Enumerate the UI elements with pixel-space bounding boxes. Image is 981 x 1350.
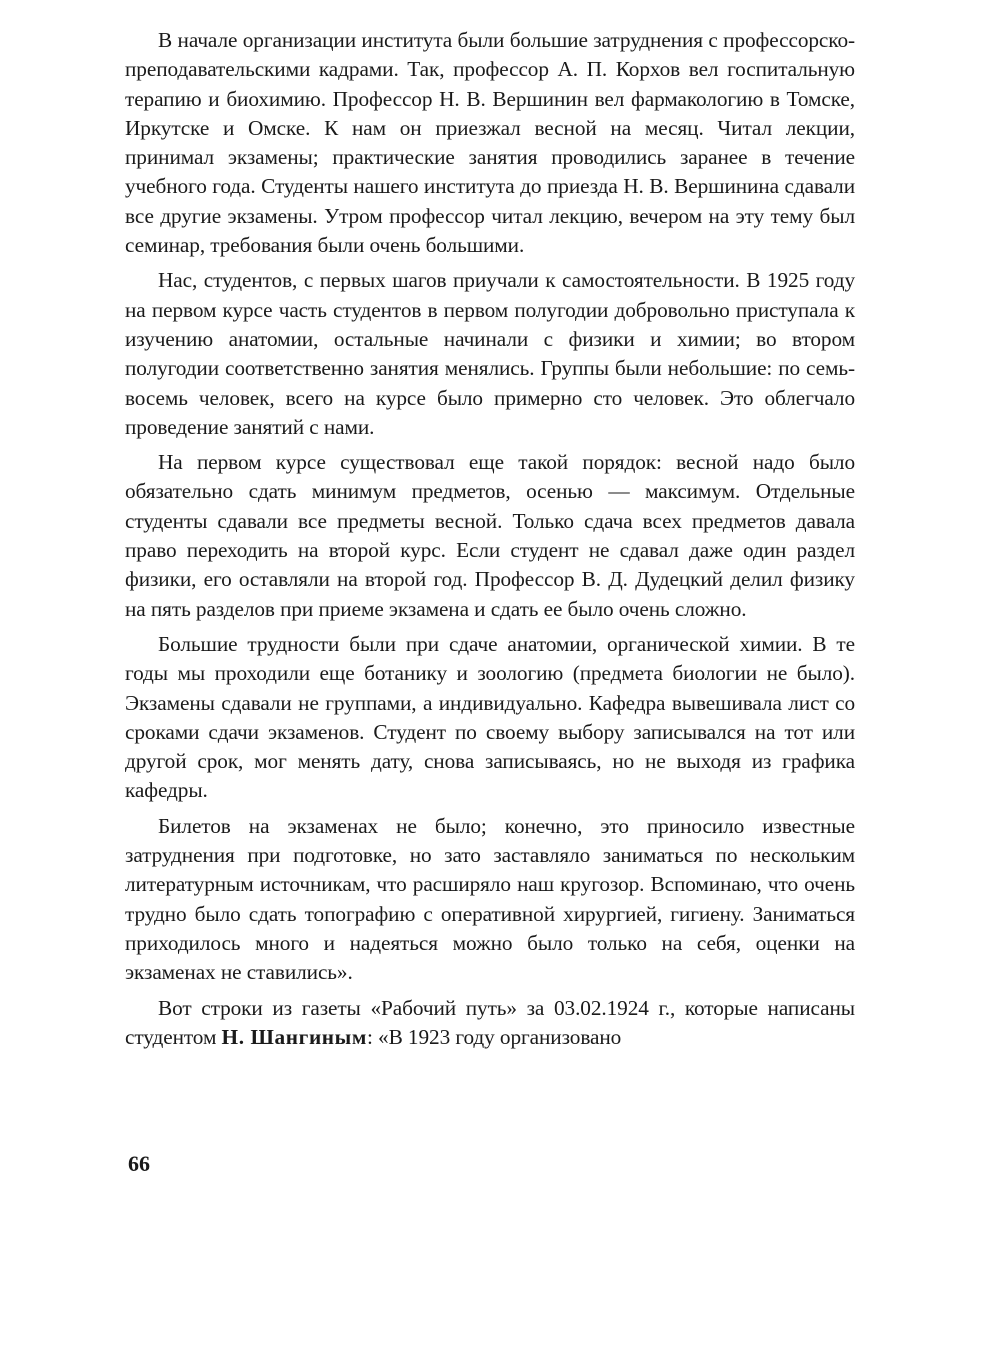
paragraph-3: На первом курсе существовал еще такой порядок: весной надо было обязательно сдать минимум предметов, осенью — максимум. Отдельные студенты сдавали все предметы весной. Только сдача всех предметов давала право переходить на второй курс. Если студент не сдавал даже один раздел физики, его оставляли на второй год. Профессор В. Д. Дудецкий делил физику на пять разделов при приеме экзамена и сдать ее было очень сложно.: [125, 450, 855, 621]
page-body: [125, 26, 855, 1052]
paragraph-6-text-after: : «В 1923 году организовано: [367, 1024, 622, 1049]
author-name: Н. Шангиным: [221, 1024, 368, 1049]
page-number: 66: [128, 1151, 150, 1176]
paragraph-4: Большие трудности были при сдаче анатомии, органической химии. В те годы мы проходили еще ботанику и зоологию (предмета биологии не было). Экзамены сдавали не группами, а индивидуально. Кафедра вывешивала лист со сроками сдачи экзаменов. Студент по своему выбору записывался на тот или другой срок, мог менять дату, снова записываясь, но не выходя из графика кафедры.: [125, 631, 855, 803]
paragraph-1: В начале организации института были большие затруднения с профессорско-преподавательскими кадрами. Так, профессор А. П. Корхов вел госпитальную терапию и биохимию. Профессор Н. В. Вершинин вел фармакологию в Томске, Иркутске и Омске. К нам он приезжал весной на месяц. Читал лекции, принимал экзамены; практические занятия проводились заранее в течение учебного года. Студенты нашего института до приезда Н. В. Вершинина сдавали все другие экзамены. Утром профессор читал лекцию, вечером на эту тему был семинар, требования были очень большими.: [125, 28, 855, 258]
paragraph-6: [125, 994, 855, 1053]
paragraph-5: Билетов на экзаменах не было; конечно, это приносило известные затруднения при подготовке, но зато заставляло заниматься по нескольким литературным источникам, что расширяло наш кругозор. Вспоминаю, что очень трудно было сдать топографию с оперативной хирургией, гигиену. Заниматься приходилось много и надеяться можно было только на себя, оценки на экзаменах не ставились».: [125, 813, 855, 985]
paragraph-2: Нас, студентов, с первых шагов приучали к самостоятельности. В 1925 году на первом курсе часть студентов в первом полугодии добровольно приступала к изучению анатомии, остальные начинали с физики и химии; во втором полугодии соответственно занятия менялись. Группы были небольшие: по семь-восемь человек, всего на курсе было примерно сто человек. Это облегчало проведение занятий с нами.: [125, 268, 855, 439]
paragraph-6-text-before: Вот строки из газеты «Рабочий путь» за 03.02.1924 г., которые написаны студентом: [125, 995, 855, 1049]
